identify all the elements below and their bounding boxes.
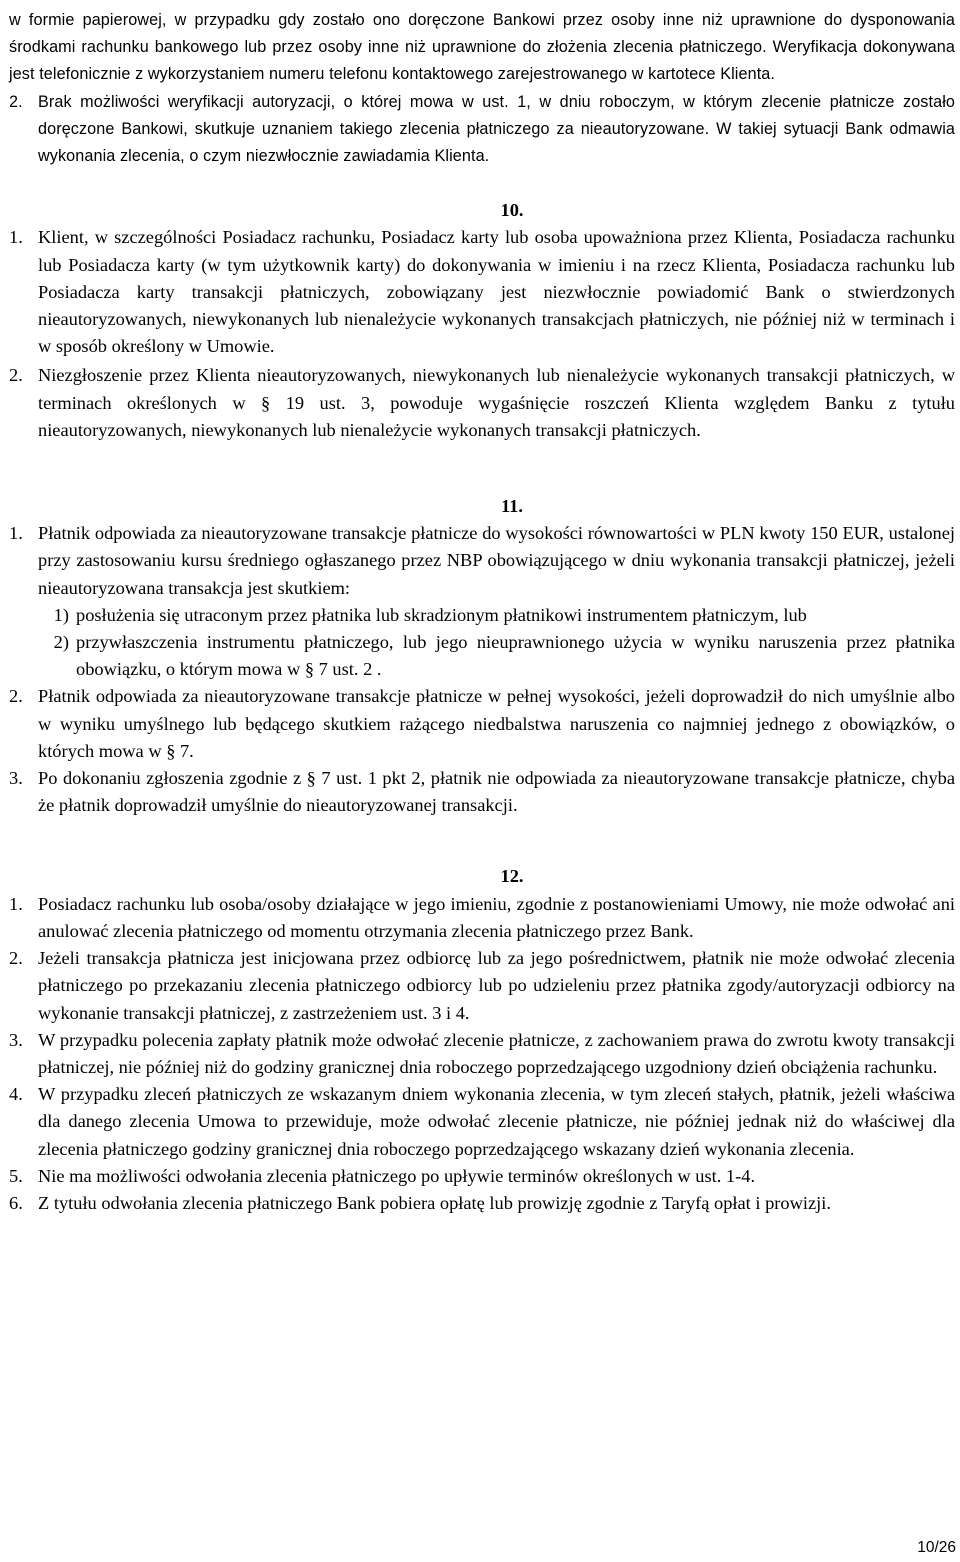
item-text: Nie ma możliwości odwołania zlecenia płatniczego po upływie terminów określonych w ust. 1-4.: [38, 1165, 756, 1186]
subitem-number: 1): [53, 604, 69, 625]
item-number: 2.: [9, 686, 23, 707]
item-text: Jeżeli transakcja płatnicza jest inicjowana przez odbiorcę lub za jego pośrednictwem, płatnik nie może odwołać zlecenia płatniczego po przekazaniu zlecenia płatniczego odbiorcy lub po udzieleniu przez płatnika zgody/autoryzacji odbiorcy na wykonanie transakcji płatniczej, z zastrzeżeniem ust. 3 i 4.: [38, 948, 955, 1023]
section-heading: 11.: [501, 496, 523, 517]
section-10-item-1: [9, 224, 955, 360]
subitem-text: posłużenia się utraconym przez płatnika lub skradzionym płatnikowi instrumentem płatniczym, lub: [76, 604, 807, 625]
item-number: 3.: [9, 768, 23, 789]
item-text: Z tytułu odwołania zlecenia płatniczego Bank pobiera opłatę lub prowizję zgodnie z Taryfą opłat i prowizji.: [38, 1192, 831, 1213]
section-heading: 12.: [500, 866, 524, 887]
section-11-item-3: [9, 765, 955, 819]
item-text: Płatnik odpowiada za nieautoryzowane transakcje płatnicze do wysokości równowartości w PLN kwoty 150 EUR, ustalonej przy zastosowaniu kursu średniego ogłaszanego przez NBP obowiązującego w dniu wykonania transakcji płatniczej, jeżeli nieautoryzowana transakcja jest skutkiem:: [38, 523, 955, 598]
item-number: 6.: [9, 1192, 23, 1213]
item-number: 2.: [9, 365, 23, 386]
section-12-item-2: [9, 945, 955, 1027]
document-page: [9, 7, 955, 1217]
section-heading: 10.: [500, 200, 524, 221]
item-text: Po dokonaniu zgłoszenia zgodnie z § 7 ust. 1 pkt 2, płatnik nie odpowiada za nieautoryzowane transakcje płatnicze, chyba że płatnik doprowadził umyślnie do nieautoryzowanej transakcji.: [38, 768, 955, 816]
item-text: Brak możliwości weryfikacji autoryzacji, o której mowa w ust. 1, w dniu roboczym, w którym zlecenie płatnicze zostało doręczone Bankowi, skutkuje uznaniem takiego zlecenia płatniczego za nieautoryzowane. W takiej sytuacji Bank odmawia wykonania zlecenia, o czym niezwłocznie zawiadamia Klienta.: [38, 92, 955, 166]
section-11-item-1-sub-2: [38, 629, 955, 683]
section-11-item-1: [9, 520, 955, 602]
item-number: 2.: [9, 92, 23, 111]
intro-item-2: [9, 89, 955, 171]
item-text: W przypadku polecenia zapłaty płatnik może odwołać zlecenie płatnicze, z zachowaniem prawa do zwrotu kwoty transakcji płatniczej, nie później niż do godziny granicznej dnia roboczego poprzedzającego uzgodniony dzień obciążenia rachunku.: [38, 1029, 955, 1077]
subitem-number: 2): [53, 632, 69, 653]
section-11: [9, 493, 955, 819]
item-number: 1.: [9, 893, 23, 914]
item-text: Płatnik odpowiada za nieautoryzowane transakcje płatnicze w pełnej wysokości, jeżeli doprowadził do nich umyślnie albo w wyniku umyślnego lub będącego skutkiem rażącego niedbalstwa naruszenia co najmniej jednego z obowiązków, o których mowa w § 7.: [38, 686, 955, 761]
item-text: Niezgłoszenie przez Klienta nieautoryzowanych, niewykonanych lub nienależycie wykonanych transakcji płatniczych, w terminach określonych w § 19 ust. 3, powoduje wygaśnięcie roszczeń Klienta względem Banku z tytułu nieautoryzowanych, niewykonanych lub nienależycie wykonanych transakcji płatniczych.: [38, 365, 955, 440]
item-text: W przypadku zleceń płatniczych ze wskazanym dniem wykonania zlecenia, w tym zleceń stałych, płatnik, jeżeli właściwa dla danego zlecenia Umowa to przewiduje, może odwołać zlecenie płatnicze, nie później jednak niż do właściwej dla zlecenia płatniczego godziny granicznej dnia roboczego poprzedzającego wskazany dzień wykonania zlecenia.: [38, 1084, 955, 1159]
section-12-item-4: [9, 1081, 955, 1163]
section-12-item-6: [9, 1190, 955, 1217]
section-11-item-2: [9, 683, 955, 765]
item-number: 5.: [9, 1165, 23, 1186]
section-12: [9, 863, 955, 1217]
section-10: [9, 197, 955, 444]
section-12-item-5: [9, 1163, 955, 1190]
item-number: 1.: [9, 523, 23, 544]
section-10-item-2: [9, 362, 955, 444]
item-number: 2.: [9, 948, 23, 969]
page-number: 10/26: [917, 1539, 956, 1556]
item-number: 1.: [9, 227, 23, 248]
section-12-item-3: [9, 1027, 955, 1081]
item-text: Klient, w szczególności Posiadacz rachunku, Posiadacz karty lub osoba upoważniona przez Klienta, Posiadacza rachunku lub Posiadacza karty (w tym użytkownik karty) do dokonywania w imieniu i na rzecz Klienta, Posiadacza rachunku lub Posiadacza karty transakcji płatniczych, zobowiązany jest niezwłocznie powiadomić Bank o stwierdzonych nieautoryzowanych, niewykonanych lub nienależycie wykonanych transakcjach płatniczych, nie później niż w terminach i w sposób określony w Umowie.: [38, 227, 955, 357]
item-number: 3.: [9, 1029, 23, 1050]
item-number: 4.: [9, 1084, 23, 1105]
item-text: Posiadacz rachunku lub osoba/osoby działające w jego imieniu, zgodnie z postanowieniami Umowy, nie może odwołać ani anulować zlecenia płatniczego od momentu otrzymania zlecenia płatniczego przez Bank.: [38, 893, 955, 941]
intro-paragraph: w formie papierowej, w przypadku gdy zostało ono doręczone Bankowi przez osoby inne niż uprawnione do dysponowania środkami rachunku bankowego lub przez osoby inne niż uprawnione do złożenia zlecenia płatniczego. Weryfikacja dokonywana jest telefonicznie z wykorzystaniem numeru telefonu kontaktowego zarejestrowanego w kartotece Klienta.: [9, 11, 955, 84]
subitem-text: przywłaszczenia instrumentu płatniczego, lub jego nieuprawnionego użycia w wyniku naruszenia przez płatnika obowiązku, o którym mowa w § 7 ust. 2 .: [76, 632, 955, 680]
section-11-item-1-sub-1: [38, 602, 955, 629]
intro-block: [9, 7, 955, 170]
section-12-item-1: [9, 891, 955, 945]
